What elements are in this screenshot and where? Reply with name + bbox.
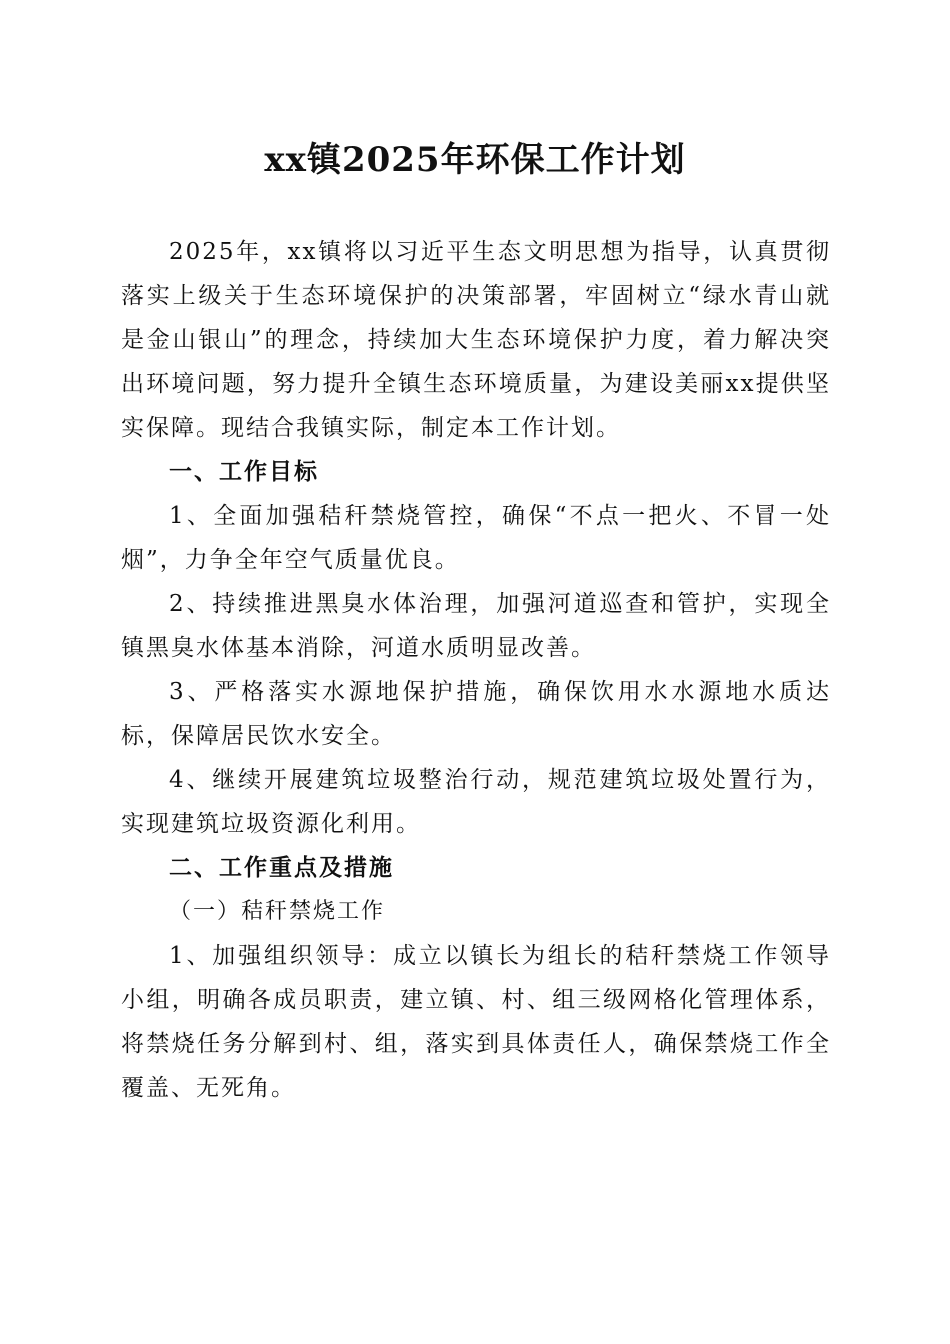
goal-item-3: 3、严格落实水源地保护措施，确保饮用水水源地水质达标，保障居民饮水安全。 [121,679,831,749]
measure-item-1: 1、加强组织领导：成立以镇长为组长的秸秆禁烧工作领导小组，明确各成员职责，建立镇、村、组三级网格化管理体系，将禁烧任务分解到村、组，落实到具体责任人，确保禁烧工作全覆盖、无死角。 [121,943,831,1101]
section-heading-goals: 一、工作目标 [169,459,319,485]
section-heading-measures: 二、工作重点及措施 [169,855,394,881]
document-body [121,230,831,1110]
intro-paragraph: 2025年，xx镇将以习近平生态文明思想为指导，认真贯彻落实上级关于生态环境保护的决策部署，牢固树立“绿水青山就是金山银山”的理念，持续加大生态环境保护力度，着力解决突出环境问题，努力提升全镇生态环境质量，为建设美丽xx提供坚实保障。现结合我镇实际，制定本工作计划。 [121,239,831,441]
goal-item-2: 2、持续推进黑臭水体治理，加强河道巡查和管护，实现全镇黑臭水体基本消除，河道水质明显改善。 [121,591,831,661]
subsection-heading-straw-burning: （一）秸秆禁烧工作 [169,899,386,924]
goal-item-1: 1、全面加强秸秆禁烧管控，确保“不点一把火、不冒一处烟”，力争全年空气质量优良。 [121,503,831,573]
document-title: xx镇2025年环保工作计划 [264,140,686,180]
goal-item-4: 4、继续开展建筑垃圾整治行动，规范建筑垃圾处置行为，实现建筑垃圾资源化利用。 [121,767,831,837]
